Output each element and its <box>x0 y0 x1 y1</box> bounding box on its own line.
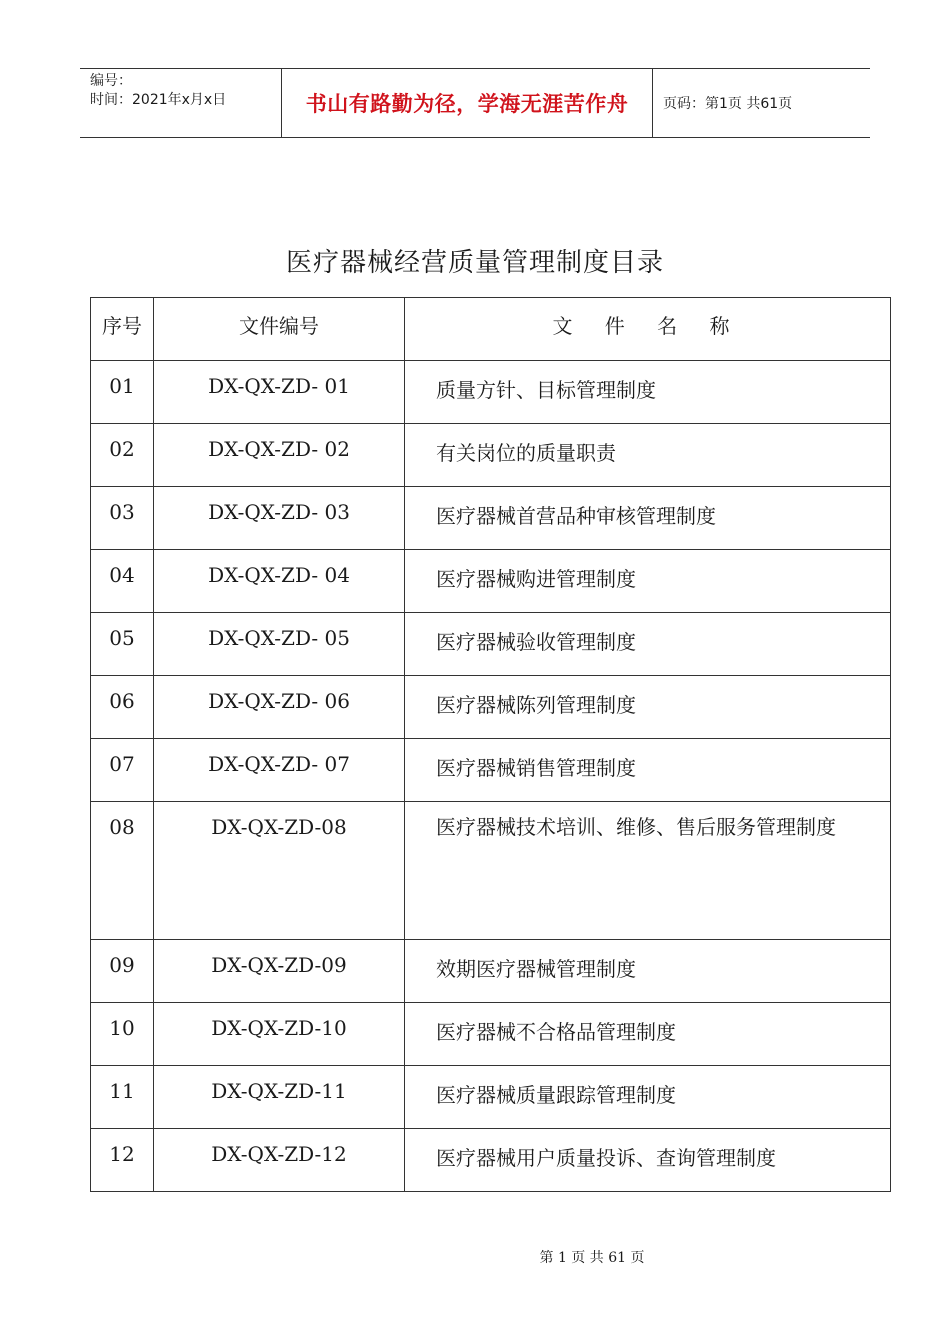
row-name-cell <box>405 424 891 487</box>
header-left-cell <box>80 69 282 137</box>
row-name: 医疗器械陈列管理制度 <box>436 693 636 717</box>
header-name <box>405 298 891 361</box>
row-name-cell <box>405 487 891 550</box>
row-name: 医疗器械质量跟踪管理制度 <box>436 1083 676 1107</box>
row-code: DX-QX-ZD-12 <box>154 1129 405 1192</box>
row-name: 医疗器械验收管理制度 <box>436 630 636 654</box>
row-no: 05 <box>91 613 154 676</box>
row-name: 有关岗位的质量职责 <box>436 441 616 465</box>
row-code: DX-QX-ZD- 02 <box>154 424 405 487</box>
page-header <box>80 68 870 138</box>
row-no: 02 <box>91 424 154 487</box>
row-name-cell <box>405 1129 891 1192</box>
row-no: 04 <box>91 550 154 613</box>
row-no: 03 <box>91 487 154 550</box>
table-row <box>91 1066 891 1129</box>
header-time-label: 时间：2021年x月x日 <box>90 92 227 108</box>
row-name: 医疗器械不合格品管理制度 <box>436 1020 676 1044</box>
row-name-cell <box>405 550 891 613</box>
row-no: 07 <box>91 739 154 802</box>
row-code: DX-QX-ZD- 05 <box>154 613 405 676</box>
row-name-cell <box>405 361 891 424</box>
row-code: DX-QX-ZD-08 <box>154 802 405 940</box>
header-middle-cell <box>282 69 653 137</box>
row-name: 质量方针、目标管理制度 <box>436 378 656 402</box>
footer-page-number: 第 1 页 共 61 页 <box>539 1250 645 1266</box>
row-name: 效期医疗器械管理制度 <box>436 957 636 981</box>
row-name-cell <box>405 940 891 1003</box>
row-name: 医疗器械技术培训、维修、售后服务管理制度 <box>436 815 836 839</box>
table-row <box>91 613 891 676</box>
row-no: 10 <box>91 1003 154 1066</box>
row-code: DX-QX-ZD- 06 <box>154 676 405 739</box>
row-name-cell <box>405 613 891 676</box>
header-right-cell <box>653 69 870 137</box>
table-row <box>91 361 891 424</box>
row-name: 医疗器械销售管理制度 <box>436 756 636 780</box>
header-name-label: 文 件 名 称 <box>552 314 743 338</box>
row-name-cell <box>405 1003 891 1066</box>
row-code: DX-QX-ZD-09 <box>154 940 405 1003</box>
row-no: 12 <box>91 1129 154 1192</box>
row-no: 01 <box>91 361 154 424</box>
page-footer <box>0 1247 950 1267</box>
row-name-cell <box>405 1066 891 1129</box>
row-code: DX-QX-ZD- 04 <box>154 550 405 613</box>
row-name: 医疗器械用户质量投诉、查询管理制度 <box>436 1146 776 1170</box>
table-row <box>91 550 891 613</box>
header-motto: 书山有路勤为径，学海无涯苦作舟 <box>305 92 629 116</box>
table-header-row <box>91 298 891 361</box>
row-name: 医疗器械首营品种审核管理制度 <box>436 504 716 528</box>
row-name-cell <box>405 676 891 739</box>
row-code: DX-QX-ZD-10 <box>154 1003 405 1066</box>
row-code: DX-QX-ZD- 07 <box>154 739 405 802</box>
header-number-label: 编号： <box>90 73 132 89</box>
row-code: DX-QX-ZD- 01 <box>154 361 405 424</box>
row-no: 11 <box>91 1066 154 1129</box>
header-no: 序号 <box>91 298 154 361</box>
table-row <box>91 424 891 487</box>
row-no: 06 <box>91 676 154 739</box>
table-row <box>91 676 891 739</box>
row-code: DX-QX-ZD- 03 <box>154 487 405 550</box>
toc-table <box>90 297 891 1192</box>
row-code: DX-QX-ZD-11 <box>154 1066 405 1129</box>
row-no: 08 <box>91 802 154 940</box>
table-row <box>91 940 891 1003</box>
table-row <box>91 802 891 940</box>
row-name: 医疗器械购进管理制度 <box>436 567 636 591</box>
row-no: 09 <box>91 940 154 1003</box>
row-name-cell <box>405 802 891 940</box>
table-row <box>91 1003 891 1066</box>
header-page-info: 页码：第1页 共61页 <box>663 96 793 112</box>
table-row <box>91 1129 891 1192</box>
document-title: 医疗器械经营质量管理制度目录 <box>285 248 664 278</box>
table-row <box>91 487 891 550</box>
header-code: 文件编号 <box>154 298 405 361</box>
